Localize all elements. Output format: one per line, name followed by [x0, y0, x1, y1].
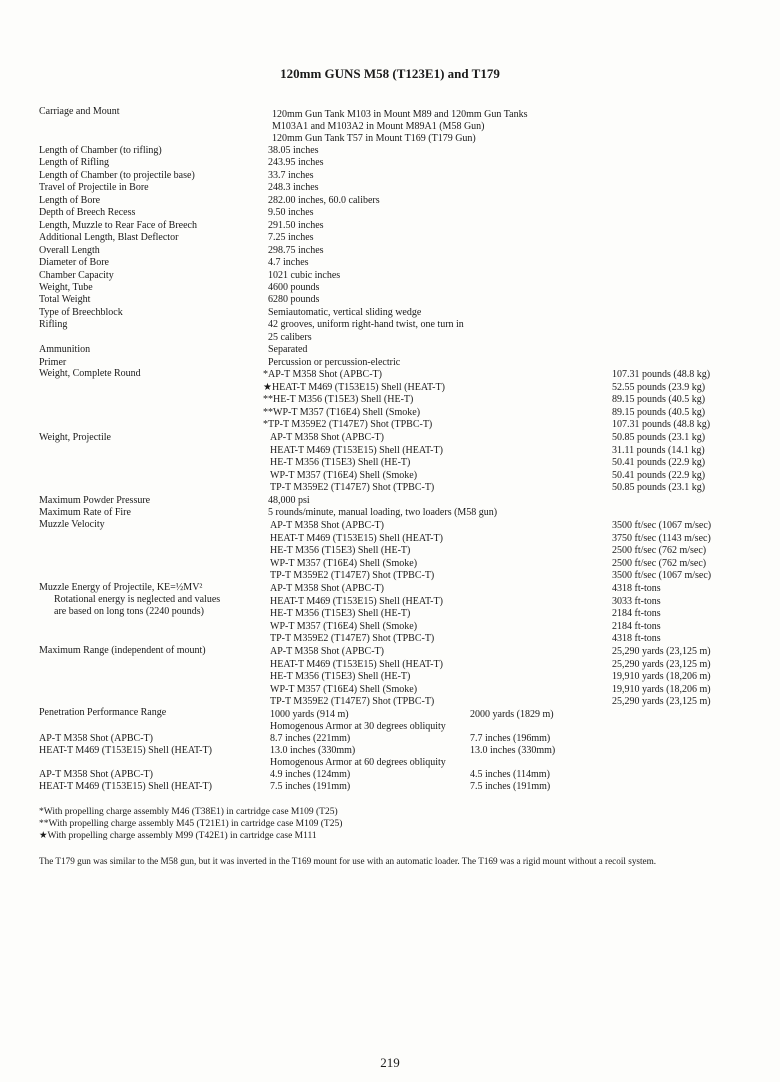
energy-round-name: HE-T M356 (T15E3) Shell (HE-T)	[270, 608, 411, 619]
closing-note: The T179 gun was similar to the M58 gun, but it was inverted in the T169 mount for use with an automatic loader. The T169 was a rigid mount without a recoil system.	[39, 856, 657, 866]
weight_complete-round-name: **WP-T M357 (T16E4) Shell (Smoke)	[263, 407, 421, 418]
weight_projectile-round-name: HE-T M356 (T15E3) Shell (HE-T)	[270, 457, 411, 468]
pen30-b: 7.7 inches (196mm)	[470, 733, 551, 744]
energy-round-name: AP-T M358 Shot (APBC-T)	[270, 583, 384, 594]
weight_complete-round-name: *TP-T M359E2 (T147E7) Shot (TPBC-T)	[263, 419, 433, 430]
spec-value: 282.00 inches, 60.0 calibers	[268, 195, 380, 206]
energy-round-value: 2184 ft-tons	[612, 621, 661, 632]
spec-value: Separated	[268, 344, 308, 355]
spec-value: 291.50 inches	[268, 220, 324, 231]
range-round-name: AP-T M358 Shot (APBC-T)	[270, 646, 384, 657]
weight_projectile-round-name: AP-T M358 Shot (APBC-T)	[270, 432, 384, 443]
carriage-line-3: 120mm Gun Tank T57 in Mount T169 (T179 Gun)	[272, 133, 476, 144]
range-label: Maximum Range (independent of mount)	[39, 645, 206, 656]
rate-value: 5 rounds/minute, manual loading, two loaders (M58 gun)	[268, 507, 498, 518]
range-round-name: WP-T M357 (T16E4) Shell (Smoke)	[270, 684, 418, 695]
weight_projectile-round-value: 50.41 pounds (22.9 kg)	[612, 470, 706, 481]
weight_projectile-round-value: 50.85 pounds (23.1 kg)	[612, 482, 706, 493]
velocity-label: Muzzle Velocity	[39, 519, 105, 530]
pen30-a: 13.0 inches (330mm)	[270, 745, 356, 756]
spec-value: 25 calibers	[268, 332, 312, 343]
range-round-name: TP-T M359E2 (T147E7) Shot (TPBC-T)	[270, 696, 435, 707]
energy-round-value: 2184 ft-tons	[612, 608, 661, 619]
weight_complete-round-value: 107.31 pounds (48.8 kg)	[612, 369, 711, 380]
range-round-value: 19,910 yards (18,206 m)	[612, 684, 711, 695]
spec-label: Additional Length, Blast Deflector	[39, 232, 179, 243]
spec-label: Ammunition	[39, 344, 91, 355]
page-number: 219	[380, 1055, 400, 1070]
rate-label: Maximum Rate of Fire	[39, 507, 131, 518]
spec-value: Percussion or percussion-electric	[268, 357, 401, 368]
velocity-round-name: HE-T M356 (T15E3) Shell (HE-T)	[270, 545, 411, 556]
footnote-1: *With propelling charge assembly M46 (T38E1) in cartridge case M109 (T25)	[39, 807, 338, 817]
pen30-a: 8.7 inches (221mm)	[270, 733, 351, 744]
spec-value: 243.95 inches	[268, 157, 324, 168]
carriage-line-1: 120mm Gun Tank M103 in Mount M89 and 120mm Gun Tanks	[272, 109, 528, 120]
spec-value: 4.7 inches	[268, 257, 309, 268]
spec-value: 298.75 inches	[268, 245, 324, 256]
spec-label: Travel of Projectile in Bore	[39, 182, 149, 193]
spec-label: Length of Chamber (to rifling)	[39, 145, 162, 156]
energy-label: Muzzle Energy of Projectile, KE=½MV²	[39, 582, 203, 593]
pressure-value: 48,000 psi	[268, 495, 310, 506]
spec-label: Total Weight	[39, 294, 91, 305]
footnote-2: **With propelling charge assembly M45 (T21E1) in cartridge case M109 (T25)	[39, 819, 343, 829]
range-round-name: HEAT-T M469 (T153E15) Shell (HEAT-T)	[270, 659, 443, 670]
spec-label: Overall Length	[39, 245, 100, 256]
velocity-round-name: AP-T M358 Shot (APBC-T)	[270, 520, 384, 531]
pen60-name: AP-T M358 Shot (APBC-T)	[39, 769, 153, 780]
weight_complete-round-value: 89.15 pounds (40.5 kg)	[612, 394, 706, 405]
carriage-label: Carriage and Mount	[39, 106, 120, 117]
spec-value: 6280 pounds	[268, 294, 320, 305]
footnote-3: ★With propelling charge assembly M99 (T42E1) in cartridge case M111	[39, 831, 317, 841]
energy-round-name: WP-T M357 (T16E4) Shell (Smoke)	[270, 621, 418, 632]
energy-note-2: are based on long tons (2240 pounds)	[54, 606, 204, 617]
weight_complete-round-value: 89.15 pounds (40.5 kg)	[612, 407, 706, 418]
pen60-a: 7.5 inches (191mm)	[270, 781, 351, 792]
weight_projectile-round-name: TP-T M359E2 (T147E7) Shot (TPBC-T)	[270, 482, 435, 493]
weight_projectile-round-value: 31.11 pounds (14.1 kg)	[612, 445, 705, 456]
spec-label: Type of Breechblock	[39, 307, 123, 318]
range-round-value: 25,290 yards (23,125 m)	[612, 696, 711, 707]
spec-value: 33.7 inches	[268, 170, 314, 181]
spec-value: 4600 pounds	[268, 282, 320, 293]
spec-value: 1021 cubic inches	[268, 270, 341, 281]
spec-value: Semiautomatic, vertical sliding wedge	[268, 307, 422, 318]
spec-label: Diameter of Bore	[39, 257, 109, 268]
armor-60-heading: Homogenous Armor at 60 degrees obliquity	[270, 757, 446, 768]
energy-round-value: 3033 ft-tons	[612, 596, 661, 607]
spec-label: Rifling	[39, 319, 68, 330]
range-round-value: 25,290 yards (23,125 m)	[612, 646, 711, 657]
spec-label: Chamber Capacity	[39, 270, 114, 281]
pen30-b: 13.0 inches (330mm)	[470, 745, 556, 756]
energy-note-1: Rotational energy is neglected and values	[54, 594, 221, 605]
pen60-a: 4.9 inches (124mm)	[270, 769, 351, 780]
spec-label: Length, Muzzle to Rear Face of Breech	[39, 220, 197, 231]
weight-complete-label: Weight, Complete Round	[39, 368, 141, 379]
velocity-round-name: TP-T M359E2 (T147E7) Shot (TPBC-T)	[270, 570, 435, 581]
penetration-label: Penetration Performance Range	[39, 707, 167, 718]
velocity-round-value: 3500 ft/sec (1067 m/sec)	[612, 570, 712, 581]
spec-label: Length of Chamber (to projectile base)	[39, 170, 195, 181]
armor-30-heading: Homogenous Armor at 30 degrees obliquity	[270, 721, 446, 732]
weight-projectile-label: Weight, Projectile	[39, 432, 111, 443]
pen30-name: AP-T M358 Shot (APBC-T)	[39, 733, 153, 744]
weight_projectile-round-name: WP-T M357 (T16E4) Shell (Smoke)	[270, 470, 418, 481]
weight_complete-round-name: ★HEAT-T M469 (T153E15) Shell (HEAT-T)	[263, 382, 445, 393]
spec-value: 42 grooves, uniform right-hand twist, one turn in	[268, 319, 464, 330]
spec-value: 7.25 inches	[268, 232, 314, 243]
spec-label: Primer	[39, 357, 67, 368]
weight_complete-round-value: 52.55 pounds (23.9 kg)	[612, 382, 706, 393]
penetration-range-2: 2000 yards (1829 m)	[470, 709, 554, 720]
energy-round-value: 4318 ft-tons	[612, 583, 661, 594]
spec-label: Depth of Breech Recess	[39, 207, 136, 218]
spec-label: Weight, Tube	[39, 282, 93, 293]
energy-round-name: TP-T M359E2 (T147E7) Shot (TPBC-T)	[270, 633, 435, 644]
energy-round-value: 4318 ft-tons	[612, 633, 661, 644]
spec-value: 38.05 inches	[268, 145, 319, 156]
carriage-line-2: M103A1 and M103A2 in Mount M89A1 (M58 Gun)	[272, 121, 485, 132]
energy-round-name: HEAT-T M469 (T153E15) Shell (HEAT-T)	[270, 596, 443, 607]
page-title: 120mm GUNS M58 (T123E1) and T179	[280, 66, 500, 81]
velocity-round-name: WP-T M357 (T16E4) Shell (Smoke)	[270, 558, 418, 569]
weight_projectile-round-value: 50.85 pounds (23.1 kg)	[612, 432, 706, 443]
range-round-name: HE-T M356 (T15E3) Shell (HE-T)	[270, 671, 411, 682]
weight_projectile-round-name: HEAT-T M469 (T153E15) Shell (HEAT-T)	[270, 445, 443, 456]
spec-value: 248.3 inches	[268, 182, 319, 193]
weight_complete-round-value: 107.31 pounds (48.8 kg)	[612, 419, 711, 430]
pen30-name: HEAT-T M469 (T153E15) Shell (HEAT-T)	[39, 745, 212, 756]
weight_projectile-round-value: 50.41 pounds (22.9 kg)	[612, 457, 706, 468]
range-round-value: 25,290 yards (23,125 m)	[612, 659, 711, 670]
velocity-round-value: 3500 ft/sec (1067 m/sec)	[612, 520, 712, 531]
spec-label: Length of Bore	[39, 195, 101, 206]
pen60-name: HEAT-T M469 (T153E15) Shell (HEAT-T)	[39, 781, 212, 792]
pressure-label: Maximum Powder Pressure	[39, 495, 151, 506]
velocity-round-value: 3750 ft/sec (1143 m/sec)	[612, 533, 711, 544]
velocity-round-value: 2500 ft/sec (762 m/sec)	[612, 545, 707, 556]
pen60-b: 7.5 inches (191mm)	[470, 781, 551, 792]
velocity-round-name: HEAT-T M469 (T153E15) Shell (HEAT-T)	[270, 533, 443, 544]
pen60-b: 4.5 inches (114mm)	[470, 769, 550, 780]
weight_complete-round-name: *AP-T M358 Shot (APBC-T)	[263, 369, 382, 380]
range-round-value: 19,910 yards (18,206 m)	[612, 671, 711, 682]
weight_complete-round-name: **HE-T M356 (T15E3) Shell (HE-T)	[263, 394, 414, 405]
spec-value: 9.50 inches	[268, 207, 314, 218]
velocity-round-value: 2500 ft/sec (762 m/sec)	[612, 558, 707, 569]
spec-label: Length of Rifling	[39, 157, 109, 168]
penetration-range-1: 1000 yards (914 m)	[270, 709, 349, 720]
